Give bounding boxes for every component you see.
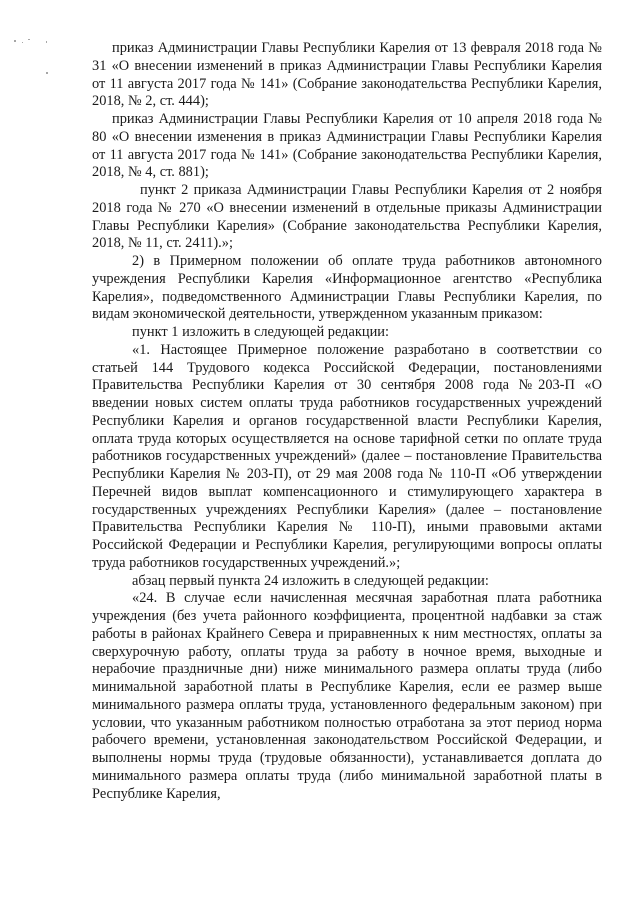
paragraph-item-2: 2) в Примерном положении об оплате труда работников автономного учреждения Республики Карелия «Информационное агентство «Республика Карелия», подведомственного Администрации Главы Республики Карелия, по видам экономической деятельности, утвержденном указанным приказом: <box>92 253 602 323</box>
scan-speck <box>28 39 30 40</box>
paragraph-order-2-nov-2018: пункт 2 приказа Администрации Главы Республики Карелия от 2 ноября 2018 года № 270 «О внесении изменений в отдельные приказы Администрации Главы Республики Карелия» (Собрание законодательства Республики Карелия, 2018, № 11, ст. 2411).»; <box>92 182 602 252</box>
paragraph-order-13-feb-2018: приказ Администрации Главы Республики Карелия от 13 февраля 2018 года № 31 «О внесении изменений в приказ Администрации Главы Республики Карелия от 11 августа 2017 года № 141» (Собрание законодательства Республики Карелия, 2018, № 2, ст. 444); <box>92 40 602 110</box>
paragraph-point-24-instruction: абзац первый пункта 24 изложить в следующей редакции: <box>132 572 489 589</box>
paragraph-point-1-instruction: пункт 1 изложить в следующей редакции: <box>132 324 389 340</box>
scan-speck <box>46 72 48 74</box>
scan-speck <box>14 40 16 42</box>
paragraph-point-1-text: «1. Настоящее Примерное положение разработано в соответствии со статьей 144 Трудового кодекса Российской Федерации, постановлениями Правительства Республики Карелия от 30 сентября 2008 года №203-П «О введении новых систем оплаты труда работников государственных учреждений Республики Карелия и органов государственной власти Республики Карелия, оплата труда которых осуществляется на основе тарифной сетки по оплате труда работников государственных учреждений» (далее – постановление Правительства Республики Карелия № 203-П), от 29 мая 2008 года № 110-П «Об утверждении Перечней видов выплат компенсационного и стимулирующего характера в государственных учреждениях Республики Карелия» (далее – постановление Правительства Республики Карелия № 110-П), иными правовыми актами Российской Федерации и Республики Карелия, регулирующими вопросы оплаты труда работников государственных учреждений.»; <box>92 341 602 571</box>
scan-speck <box>22 42 23 43</box>
paragraph-order-10-apr-2018: приказ Администрации Главы Республики Карелия от 10 апреля 2018 года № 80 «О внесении изменения в приказ Администрации Главы Республики Карелия от 11 августа 2017 года № 141» (Собрание законодательства Республики Карелия, 2018, № 4, ст. 881); <box>92 111 602 181</box>
document-body <box>92 40 602 803</box>
scan-speck <box>46 41 47 43</box>
paragraph-point-24-text: «24. В случае если начисленная месячная заработная плата работника учреждения (без учета районного коэффициента, процентной надбавки за стаж работы в районах Крайнего Севера и приравненных к ним местностях, оплаты за сверхурочную работу, оплаты труда за работу в ночное время, выходные и нерабочие праздничные дни) ниже минимального размера оплаты труда (либо минимальной заработной платы в Республике Карелия, если ее размер выше минимального размера оплаты труда, установленного федеральным законом) при условии, что указанным работником полностью отработана за этот период норма рабочего времени, установленная законодательством Российской Федерации, и выполнены нормы труда (трудовые обязанности), устанавливается доплата до минимального размера оплаты труда (либо минимальной заработной платы в Республике Карелия, <box>92 590 602 802</box>
